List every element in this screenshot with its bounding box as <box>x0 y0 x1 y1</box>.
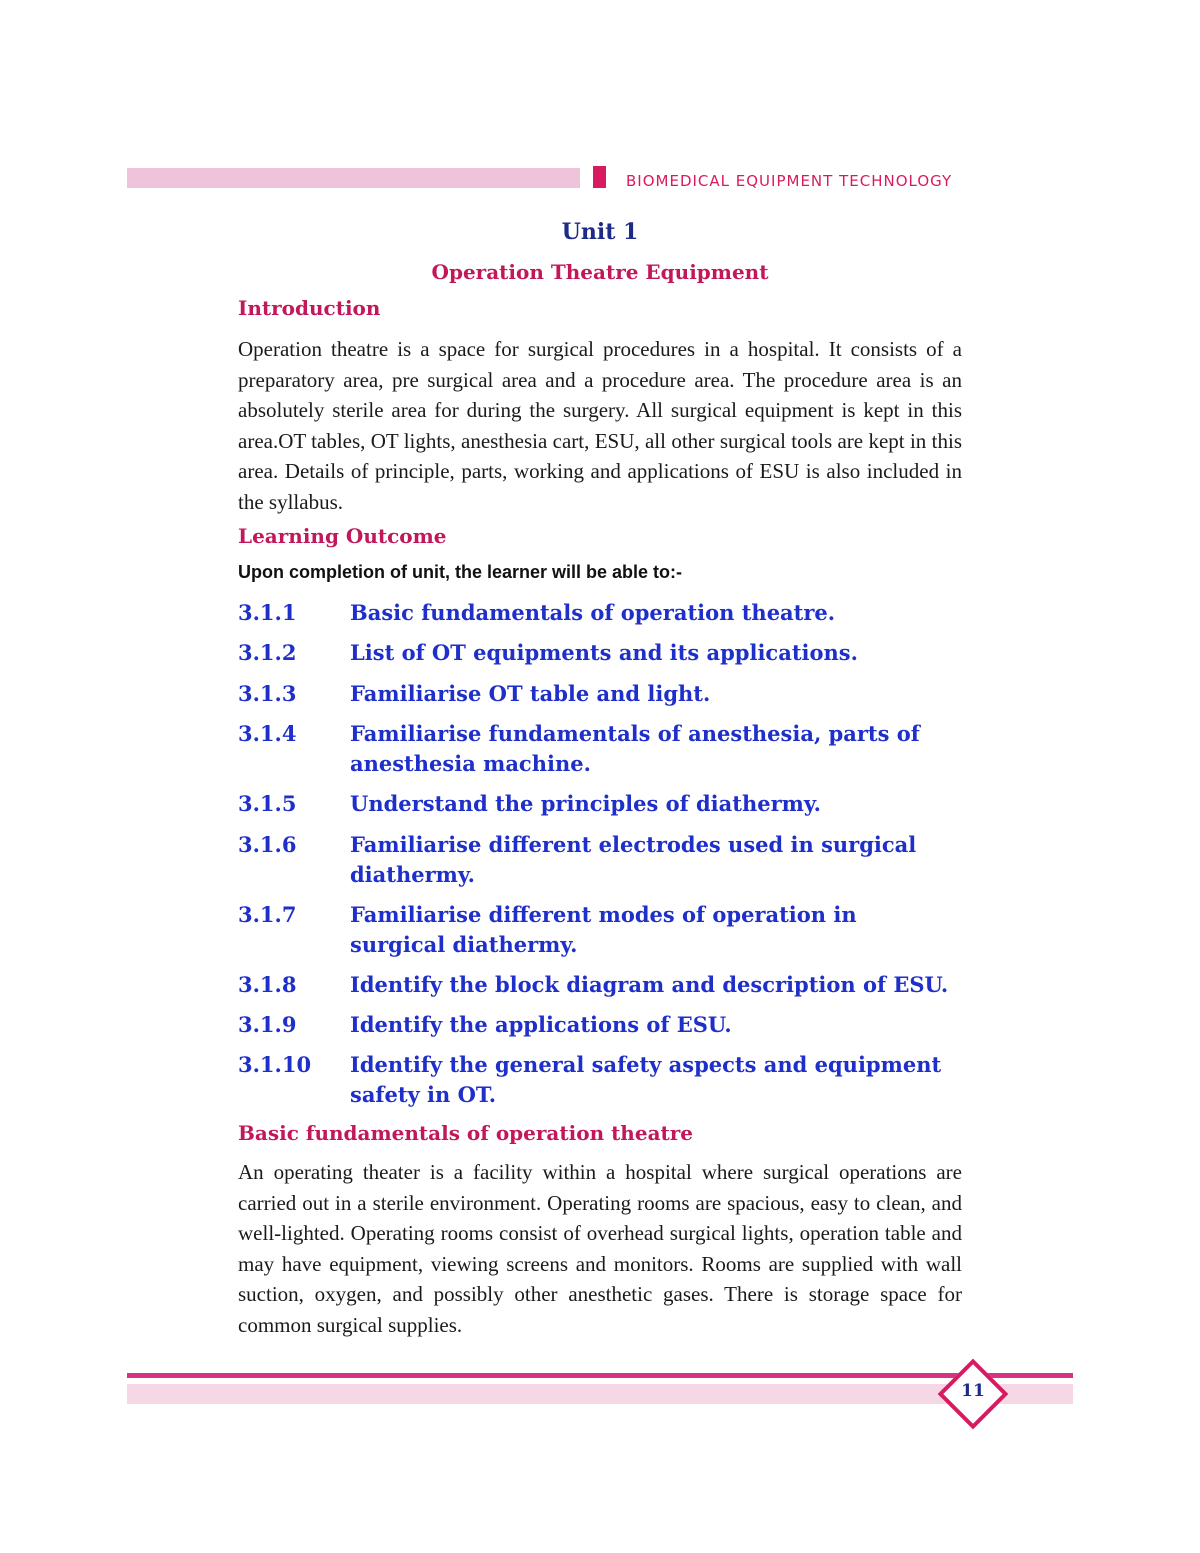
unit-title: Unit 1 <box>561 219 639 245</box>
outcome-text: Understand the principles of diathermy. <box>350 791 821 816</box>
outcome-text: Familiarise different modes of operation in surgical diathermy. <box>350 902 857 957</box>
outcome-number: 3.1.8 <box>238 972 297 997</box>
outcome-number: 3.1.2 <box>238 640 297 665</box>
chapter-title: Operation Theatre Equipment <box>431 260 769 284</box>
outcome-text: Identify the block diagram and description of ESU. <box>350 972 949 997</box>
learning-outcome-heading: Learning Outcome <box>238 524 447 548</box>
outcome-text: Identify the general safety aspects and equipment safety in OT. <box>350 1052 942 1107</box>
introduction-paragraph: Operation theatre is a space for surgical procedures in a hospital. It consists of a preparatory area, pre surgical area and a procedure area. The procedure area is an absolutely sterile area for during the surgery. All surgical equipment is kept in this area.OT tables, OT lights, anesthesia cart, ESU, all other surgical tools are kept in this area. Details of principle, parts, working and applications of ESU is also included in the syllabus. <box>238 337 962 514</box>
footer-rule <box>127 1373 1073 1378</box>
basics-heading: Basic fundamentals of operation theatre <box>238 1121 694 1145</box>
outcome-text: Identify the applications of ESU. <box>350 1012 732 1037</box>
outcome-text: Familiarise fundamentals of anesthesia, parts of anesthesia machine. <box>350 721 920 776</box>
header-marker <box>593 166 606 188</box>
learning-outcome-lead: Upon completion of unit, the learner will be able to:- <box>238 562 683 582</box>
outcome-number: 3.1.10 <box>238 1052 312 1077</box>
outcome-number: 3.1.4 <box>238 721 297 746</box>
page-number: 11 <box>961 1381 985 1401</box>
header-band <box>127 168 580 188</box>
outcome-text: Basic fundamentals of operation theatre. <box>350 600 836 625</box>
outcome-number: 3.1.3 <box>238 681 297 706</box>
outcome-number: 3.1.7 <box>238 902 297 927</box>
introduction-heading: Introduction <box>238 296 381 320</box>
outcome-text: Familiarise different electrodes used in surgical diathermy. <box>350 832 917 887</box>
outcome-text: Familiarise OT table and light. <box>350 681 711 706</box>
running-header-title: BIOMEDICAL EQUIPMENT TECHNOLOGY <box>626 172 953 190</box>
footer-band <box>127 1384 1073 1404</box>
outcome-text: List of OT equipments and its applications. <box>350 640 858 665</box>
outcome-number: 3.1.5 <box>238 791 297 816</box>
outcome-number: 3.1.6 <box>238 832 297 857</box>
outcome-number: 3.1.9 <box>238 1012 297 1037</box>
basics-paragraph: An operating theater is a facility within a hospital where surgical operations are carried out in a sterile environment. Operating rooms are spacious, easy to clean, and well-lighted. Operating rooms consist of overhead surgical lights, operation table and may have equipment, viewing screens and monitors. Rooms are supplied with wall suction, oxygen, and possibly other anesthetic gases. There is storage space for common surgical supplies. <box>238 1160 962 1337</box>
outcome-number: 3.1.1 <box>238 600 297 625</box>
